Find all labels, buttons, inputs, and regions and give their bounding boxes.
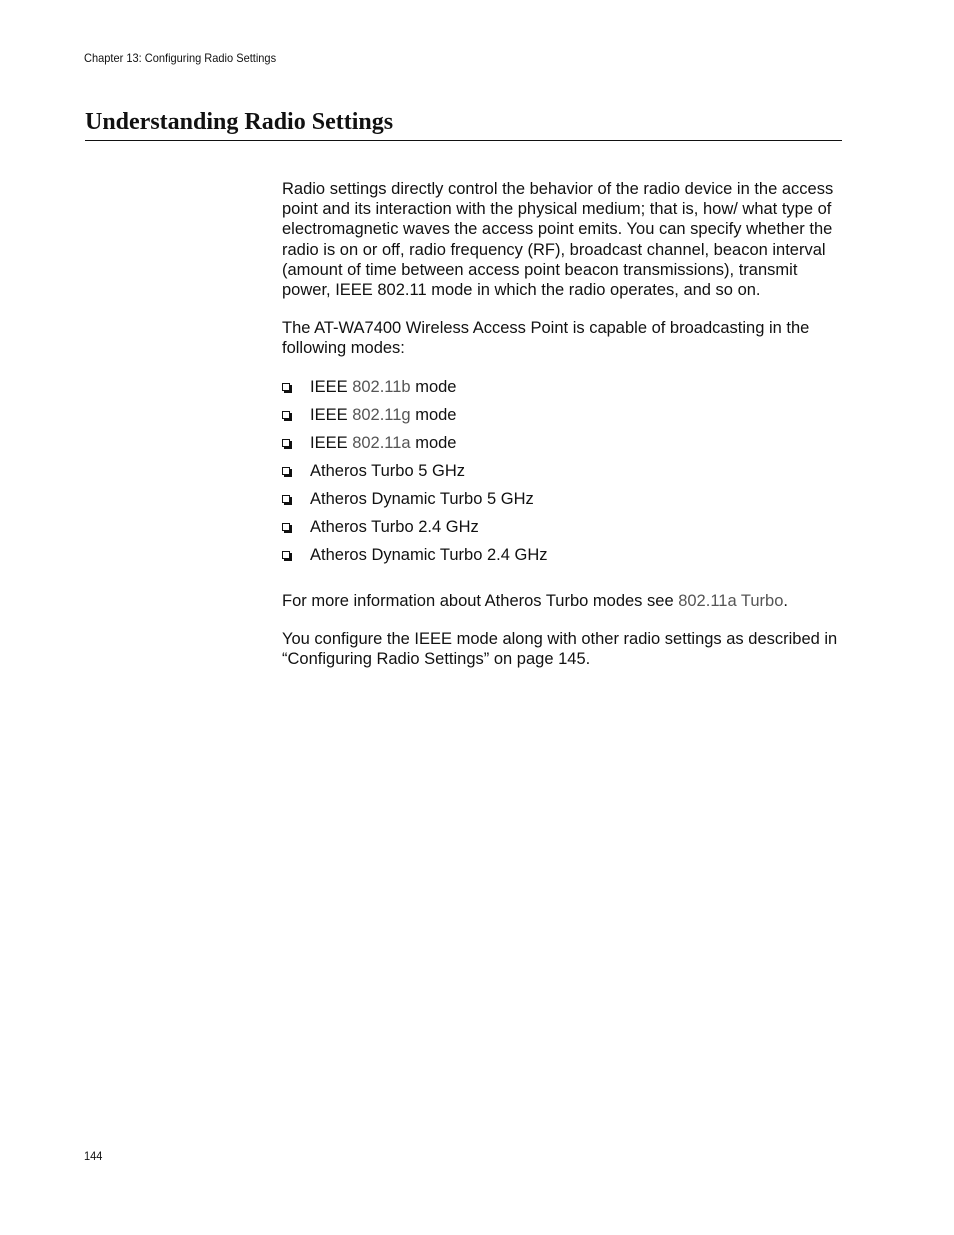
- list-item-prefix: IEEE: [310, 377, 353, 396]
- list-item: [282, 489, 847, 517]
- link-802-11g[interactable]: 802.11g: [352, 405, 411, 424]
- list-item: [282, 545, 847, 573]
- checkbox-bullet-icon: [282, 523, 290, 531]
- list-item-suffix: mode: [410, 377, 457, 396]
- link-802-11a-turbo[interactable]: 802.11a Turbo: [678, 591, 784, 610]
- checkbox-bullet-icon: [282, 551, 290, 559]
- list-item-suffix: mode: [410, 433, 457, 452]
- modes-intro-paragraph: The AT-WA7400 Wireless Access Point is capable of broadcasting in the following modes:: [282, 319, 810, 358]
- list-item: [282, 405, 847, 433]
- turbo-info-suffix: .: [783, 591, 788, 610]
- checkbox-bullet-icon: [282, 383, 290, 391]
- turbo-info-prefix: For more information about Atheros Turbo modes see: [282, 591, 679, 610]
- list-item-suffix: mode: [410, 405, 457, 424]
- checkbox-bullet-icon: [282, 467, 290, 475]
- list-item: [282, 517, 847, 545]
- intro-paragraph: Radio settings directly control the behavior of the radio device in the access point and its interaction with the physical medium; that is, how/ what type of electromagnetic waves the access point emits. You can specify whether the radio is on or off, radio frequency (RF), broadcast channel, beacon interval (amount of time between access point beacon transmissions), transmit power, IEEE 802.11 mode in which the radio operates, and so on.: [282, 180, 834, 300]
- checkbox-bullet-icon: [282, 439, 290, 447]
- running-header: Chapter 13: Configuring Radio Settings: [84, 51, 277, 65]
- list-item-text: Atheros Dynamic Turbo 2.4 GHz: [310, 545, 548, 564]
- title-rule: [85, 140, 842, 141]
- list-item-prefix: IEEE: [310, 405, 353, 424]
- checkbox-bullet-icon: [282, 495, 290, 503]
- modes-list: [282, 377, 847, 573]
- checkbox-bullet-icon: [282, 411, 290, 419]
- turbo-info-paragraph: [282, 591, 847, 611]
- list-item-text: Atheros Turbo 2.4 GHz: [310, 517, 479, 536]
- list-item-text: Atheros Dynamic Turbo 5 GHz: [310, 489, 534, 508]
- list-item: [282, 461, 847, 489]
- list-item-text: Atheros Turbo 5 GHz: [310, 461, 465, 480]
- link-802-11b[interactable]: 802.11b: [352, 377, 411, 396]
- body-content: [282, 179, 847, 687]
- configure-paragraph: You configure the IEEE mode along with other radio settings as described in “Configuring Radio Settings” on page 145.: [282, 629, 838, 669]
- link-802-11a[interactable]: 802.11a: [352, 433, 411, 452]
- section-title: Understanding Radio Settings: [85, 109, 394, 135]
- list-item-prefix: IEEE: [310, 433, 353, 452]
- page-number: 144: [84, 1149, 103, 1163]
- list-item: [282, 377, 847, 405]
- list-item: [282, 433, 847, 461]
